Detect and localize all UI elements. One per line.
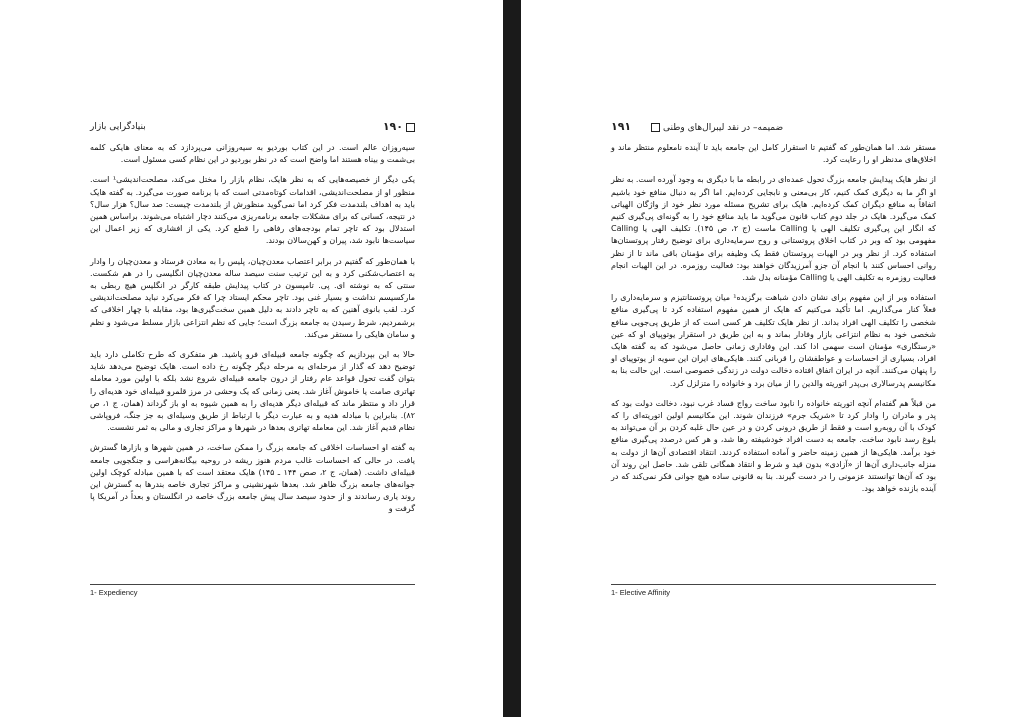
left-footnote: 1- Expediency (90, 588, 138, 597)
left-running-title: بنیادگرایی بازار (90, 122, 146, 132)
left-page-number-block (383, 120, 415, 133)
right-page-number: ۱۹۱ (611, 120, 632, 133)
paragraph: سیه‌روزان عالم است. در این کتاب بوردیو به سیه‌روزانی می‌پردازد که به معنای هایکی کلمه بی‌شمت و بیناه هستند اما واضح است که در نظر بوردیو در این نظام کسی مسئول است. (90, 143, 415, 165)
paragraph: به گفته او احساسات اخلاقی که جامعه بزرگ را ممکن ساخت، در همین شهرها و بازارها گسترش یافت. در حالی که احساسات غالب مردم هنوز ریشه در روحیه بیگانه‌هراسی و جنگجویی جامعه قبیله‌ای داشت. (همان، ج ۲، صص ۱۴۴ ـ ۱۴۵) هایک معتقد است که با همین مبادله کوچک اولین جوانه‌های جامعه بزرگ ظاهر شد. بعدها شهرنشینی و مراکز تجاری خاصه بندرها به گسترش این روند یاری رساندند و از حدود سیصد سال پیش جامعه بزرگ خاصه در انگلستان و بعداً در آمریکا پا گرفت و (90, 443, 415, 514)
left-page (0, 0, 503, 717)
left-body-text (90, 142, 415, 524)
right-page-number-block (611, 120, 631, 133)
right-running-title: ضمیمه– در نقد لیبرال‌های وطنی (663, 123, 784, 133)
right-footnote: 1- Elective Affinity (611, 588, 671, 597)
right-page (521, 0, 1024, 717)
right-running-head (611, 120, 936, 136)
paragraph: من قبلاً هم گفته‌ام آنچه اتوریته خانواده را نابود ساخت رواج فساد غرب نبود، دخالت دولت بود که پدر و مادران را وادار کرد تا «شریک جرم» فرزندان شوند. این مکانیسم اولین اتوریته‌ای را که کودک با آن روبه‌رو است و فقط از طریق درونی کردن و در عین حال غلبه کردن بر آن می‌تواند به بلوغ رسد نابود ساخت. جامعه به دست افراد خودشیفته رها شد، و هر کس درصدد پی‌گیری منافع خود برآمد. هایکی‌ها از همین زمینه حاضر و آماده استفاده کردند. انتقاد اقتصادی آن‌ها از دولت به منزله جانب‌داری آن‌ها از «آزادی» بدون قید و شرط و انتقاد همگانی تلقی شد. حاصل این روند آن بود که آن‌ها توانستند عزمونی را در دست گیرند. بنا به قانونی ساده هیچ جوانی فکر نمی‌کند که در آینده بازنده خواهد بود. (611, 398, 936, 494)
right-title-block (651, 122, 783, 133)
footnote-rule (611, 584, 936, 585)
paragraph: حالا به این بپردازیم که چگونه جامعه قبیله‌ای فرو پاشید. هر متفکری که طرح تکاملی دارد باید توضیح دهد که گذار از مرحله‌ای به مرحله دیگر چگونه رخ داده است. هایک توضیح می‌دهد شاید بتوان گفت تحول قواعد عام رفتار از درون جامعه قبیله‌ای شروع نشد بلکه با اولین مورد معامله تهاتری صامت یا خاموش آغاز شد. یعنی زمانی که یک وحشی در مرز قلمرو قبیله‌ای خود هدیه‌ای را قرار داد و منتظر ماند که قبیله‌ای دیگر هدیه‌ای را به همین شیوه به او باز گرداند (همان، ج ۱، ص ۸۲). بنابراین با مبادله هدیه و به عبارت دیگر با ارتباط از طریق وسیله‌ای به جز جنگ، فروپاشی نظام قدیم آغاز شد. این معامله تهاتری بعدها در شهرها و مراکز تجاری و مالی به ثمر نشست. (90, 350, 415, 433)
footnote-rule (90, 584, 415, 585)
paragraph: با همان‌طور که گفتیم در برابر اعتصاب معدن‌چیان، پلیس را به معادن فرستاد و معدن‌چیان را وادار به اعتصاب‌شکنی کرد و به این ترتیب سنت سیصد ساله معدن‌چیان انگلیسی را در هم شکست. سنتی که به نوشته ای. پی. تامپسون در کتاب پیدایش طبقه کارگر در انگلیس هیچ ربطی به مارکسیسم نداشت و بسیار غنی بود. تاچر محکم ایستاد چرا که فکر می‌کرد نباید مصلحت‌اندیشی کرد. لقب بانوی آهنین که به تاچر دادند به دلیل همین سخت‌گیری‌ها بود، مقابله با چهار اخلاقی که برشمردیم، شرط رسیدن به جامعه بزرگ است؛ جایی که نظم انتزاعی بازار مسلط می‌شود و نظم و سامان هایکی را مستقر می‌کند. (90, 256, 415, 339)
paragraph: یکی دیگر از خصیصه‌هایی که به نظر هایک، نظام بازار را مختل می‌کند، مصلحت‌اندیشی¹ است. منظور او از مصلحت‌اندیشی، اقدامات کوتاه‌مدتی است که با برنامه صورت می‌گیرد. به گفته هایک باید به اهداف بلندمدت فکر کرد اما نمی‌گوید منظورش از بلندمدت چیست: صد سال؟ هزار سال؟ در نتیجه، کسانی که برای مشکلات جامعه برنامه‌ریزی می‌کنند دچار اشتباه می‌شوند. براساس همین استدلال بود که تاچر تمام بودجه‌های رفاهی را قطع کرد. یکی از افشاری که زیر اعمال این سیاست‌ها نابود شد، پیران و کهن‌سالان بودند. (90, 175, 415, 246)
square-bullet-icon (406, 123, 415, 132)
paragraph: مستقر شد. اما همان‌طور که گفتیم تا استقرار کامل این جامعه باید تا آینده نامعلوم منتظر ماند و اخلاق‌های مدنظر او را رعایت کرد. (611, 143, 936, 165)
square-bullet-icon (651, 123, 660, 132)
paragraph: استفاده وبر از این مفهوم برای نشان دادن شباهت برگزیده¹ میان پروتستانتیزم و سرمایه‌داری را فعلاً کنار می‌گذاریم. اما تأکید می‌کنیم که هایک از همین مفهوم استفاده کرد تا پی‌گیری منافع شخصی را تکلیف الهی افراد بداند. از نظر هایک تکلیف هر کسی است که از طریق پی‌جویی منافع شخصی خود به نظام انتزاعی بازار وفادار بماند و به این طریق در استقرار یوتوپیای او که عین «رستگاری» مؤمنان است سهمی ادا کند. این وفاداری زمانی حاصل می‌شود که به گفته هایک افراد، بسیاری از احساسات و عواطفشان را قربانی کنند. هایکی‌های ایران این سویه از یوتوپیای او را پنهان می‌کنند. آنچه در ایران اتفاق افتاده دخالت دولت در زندگی خصوصی است. این حالت بنا به مکانیسم پدرسالاری بی‌پدر اتوریته والدین را از میان برد و خانواده را متزلزل کرد. (611, 293, 936, 388)
left-page-number: ۱۹۰ (382, 120, 403, 133)
left-running-head (90, 120, 415, 136)
paragraph: از نظر هایک پیدایش جامعه بزرگ تحول عمده‌ای در رابطه ما با دیگری به وجود آورده است. به نظر او اگر ما به دیگری کمک کنیم، کار بی‌معنی و نابجایی کرده‌ایم. اما اگر به دنبال منافع خود باشیم اتفاقاً به منافع دیگران کمک کرده‌ایم. هایک برای تشریح مسئله مورد نظر خود از واژگان الهیاتی کمک می‌گیرد. هایک در جلد دوم کتاب قانون می‌گوید ما باید منافع خود را به گونه‌ای پی‌گیری کنیم که انگار این پی‌گیری تکلیف الهی یا Calling ماست (ج ۲، ص ۱۴۵). تکلیف الهی یا Calling مفهومی بود که وبر در کتاب اخلاق پروتستانی و روح سرمایه‌داری برای توضیح رفتار پروتستان‌ها استفاده کرد. از نظر وبر در الهیات پروتستان فقط یک وظیفه برای مؤمنان باقی ماند تا از نظر روانی احساس کنند با انجام آن جزو آمرزیدگان خواهند بود: فعالیت روزمره. در این الهیات انجام فعالیت روزمره به تکلیف الهی یا Calling مؤمنانه بدل شد. (611, 175, 936, 283)
right-body-text (611, 142, 936, 503)
